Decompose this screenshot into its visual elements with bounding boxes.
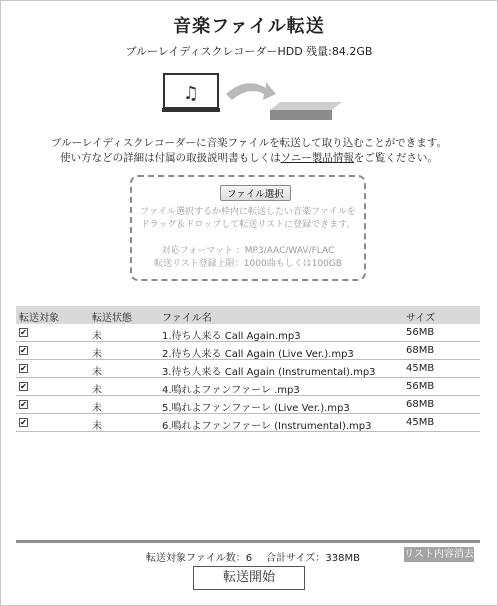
transfer-limit: 転送リスト登録上限：1000曲もしくは100GB: [153, 259, 343, 269]
transfer-checkbox[interactable]: ✔: [20, 346, 27, 355]
recorder-icon: [270, 102, 342, 120]
header-size: サイズ: [406, 313, 436, 324]
transfer-list-table: [16, 306, 480, 432]
file-count: 転送対象ファイル数：6: [146, 553, 253, 564]
row-status: 未: [92, 367, 102, 378]
header-transfer-status: 転送状態: [92, 313, 132, 324]
table-row[interactable]: [16, 342, 480, 360]
dropzone-hint-1: ファイル選択するか枠内に転送したい音楽ファイルを: [140, 207, 356, 217]
transfer-checkbox[interactable]: ✔: [20, 328, 27, 337]
row-status: 未: [92, 385, 102, 396]
row-size: 45MB: [406, 417, 435, 428]
row-status: 未: [92, 421, 102, 432]
start-transfer-button[interactable]: 転送開始: [193, 566, 305, 590]
sony-product-info-link[interactable]: ソニー製品情報: [280, 152, 354, 164]
row-file-name: 2.待ち人来る Call Again (Live Ver.).mp3: [162, 349, 354, 360]
table-row[interactable]: [16, 414, 480, 432]
supported-formats: 対応フォーマット ：MP3/AAC/WAV/FLAC: [161, 246, 335, 256]
description-line-2: [0, 150, 498, 165]
file-drop-zone[interactable]: [130, 175, 366, 281]
transfer-illustration: [162, 72, 342, 122]
row-file-name: 3.待ち人来る Call Again (Instrumental).mp3: [162, 367, 376, 378]
row-status: 未: [92, 331, 102, 342]
description-line-1: ブルーレイディスクレコーダーに音楽ファイルを転送して取り込むことができます。: [51, 137, 447, 149]
transfer-arrow-icon: [226, 82, 276, 100]
page-title: 音楽ファイル転送: [173, 16, 325, 37]
table-row[interactable]: [16, 396, 480, 414]
table-row[interactable]: [16, 324, 480, 342]
transfer-checkbox[interactable]: ✔: [20, 400, 27, 409]
row-file-name: 5.鳴れよファンファーレ (Live Ver.).mp3: [162, 403, 350, 414]
row-size: 68MB: [406, 399, 435, 410]
row-size: 56MB: [406, 327, 435, 338]
row-file-name: 6.鳴れよファンファーレ (Instrumental).mp3: [162, 421, 372, 432]
row-file-name: 4.鳴れよファンファーレ .mp3: [162, 385, 300, 396]
description-prefix: 使い方などの詳細は付属の取扱説明書もしくは: [60, 152, 281, 164]
transfer-checkbox[interactable]: ✔: [20, 382, 27, 391]
description-suffix: をご覧ください。: [353, 152, 438, 164]
svg-text:♫: ♫: [182, 83, 200, 104]
header-transfer-target: 転送対象: [19, 313, 59, 324]
table-header: [16, 306, 480, 324]
transfer-checkbox[interactable]: ✔: [20, 418, 27, 427]
footer-divider: [16, 540, 480, 543]
row-status: 未: [92, 403, 102, 414]
row-size: 68MB: [406, 345, 435, 356]
table-row[interactable]: [16, 360, 480, 378]
dropzone-hint-2: ドラッグ＆ドロップして転送リストに登録できます。: [140, 220, 356, 230]
laptop-music-icon: [162, 74, 220, 112]
table-row[interactable]: [16, 378, 480, 396]
file-select-button[interactable]: ファイル選択: [220, 185, 291, 201]
row-status: 未: [92, 349, 102, 360]
row-size: 45MB: [406, 363, 435, 374]
clear-list-button[interactable]: リスト内容消去: [404, 549, 474, 560]
transfer-summary: [146, 549, 374, 564]
transfer-checkbox[interactable]: ✔: [20, 364, 27, 373]
row-file-name: 1.待ち人来る Call Again.mp3: [162, 331, 301, 342]
total-size: 合計サイズ：338MB: [266, 553, 360, 564]
hdd-capacity-text: ブルーレイディスクレコーダーHDD 残量:84.2GB: [125, 45, 373, 58]
header-file-name: ファイル名: [162, 313, 212, 324]
row-size: 56MB: [406, 381, 435, 392]
